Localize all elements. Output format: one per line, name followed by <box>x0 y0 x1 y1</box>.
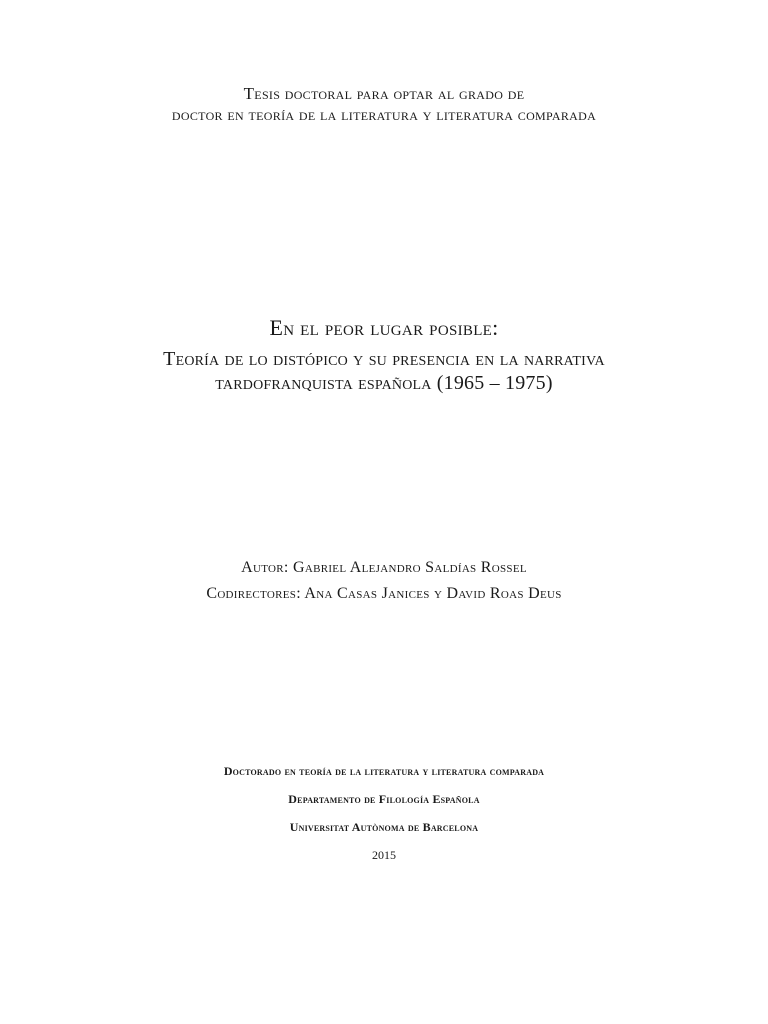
degree-line-2: doctor en teoría de la literatura y literatura comparada <box>171 105 597 124</box>
year: 2015 <box>372 848 396 862</box>
doctoral-program: Doctorado en teoría de la literatura y literatura comparada <box>223 764 545 778</box>
author-line: Autor: Gabriel Alejandro Saldías Rossel <box>241 559 527 576</box>
thesis-title: En el peor lugar posible: <box>269 315 499 340</box>
department: Departamento de Filología Española <box>288 792 480 806</box>
thesis-subtitle-line-2: tardofranquista española (1965 – 1975) <box>215 372 553 394</box>
thesis-subtitle-line-1: Teoría de lo distópico y su presencia en la narrativa <box>163 348 605 370</box>
degree-line-1: Tesis doctoral para optar al grado de <box>243 84 525 103</box>
codirectors-line: Codirectores: Ana Casas Janices y David Roas Deus <box>206 585 562 602</box>
university: Universitat Autònoma de Barcelona <box>289 820 479 834</box>
